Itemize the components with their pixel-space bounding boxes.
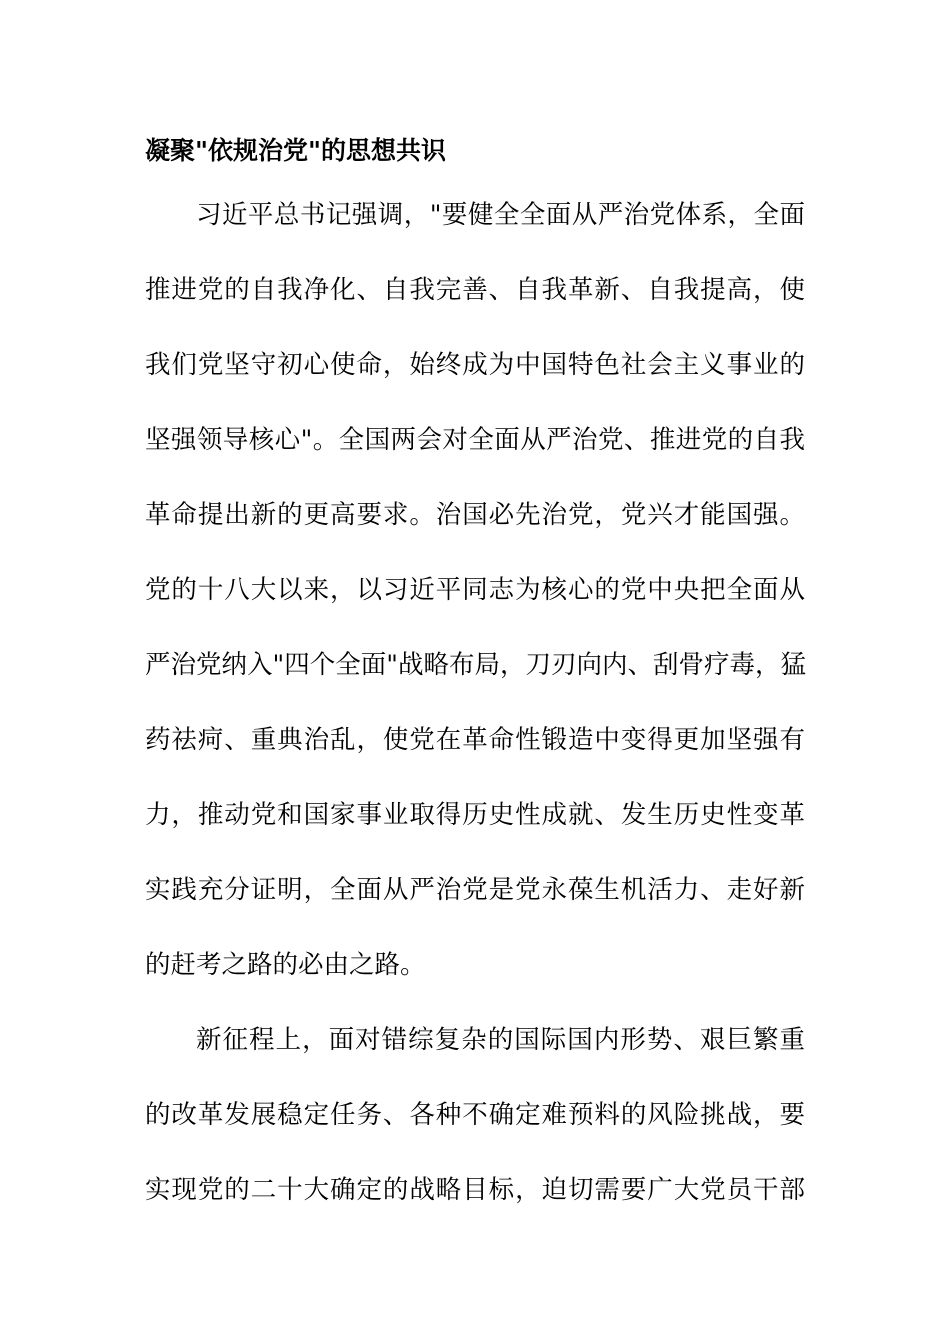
paragraph-line: 实践充分证明，全面从严治党是党永葆生机活力、走好新 [145,875,805,905]
paragraph-line: 严治党纳入"四个全面"战略布局，刀刃向内、刮骨疗毒，猛 [145,650,806,680]
paragraph-line: 我们党坚守初心使命，始终成为中国特色社会主义事业的 [145,350,805,380]
paragraph-line: 力，推动党和国家事业取得历史性成就、发生历史性变革 [145,800,805,830]
paragraph-line: 习近平总书记强调，"要健全全面从严治党体系，全面 [196,200,805,230]
paragraph-line: 药祛疴、重典治乱，使党在革命性锻造中变得更加坚强有 [145,725,805,755]
document-title: 凝聚"依规治党"的思想共识 [145,136,447,165]
paragraph-line: 推进党的自我净化、自我完善、自我革新、自我提高，使 [145,275,805,305]
paragraph-line: 革命提出新的更高要求。治国必先治党，党兴才能国强。 [145,500,805,530]
paragraph-line: 党的十八大以来，以习近平同志为核心的党中央把全面从 [145,575,805,605]
paragraph-line: 的赶考之路的必由之路。 [145,950,426,980]
paragraph-line: 实现党的二十大确定的战略目标，迫切需要广大党员干部 [145,1175,805,1205]
paragraph-line: 新征程上，面对错综复杂的国际国内形势、艰巨繁重 [196,1025,805,1055]
paragraph-line: 的改革发展稳定任务、各种不确定难预料的风险挑战，要 [145,1100,805,1130]
paragraph-line: 坚强领导核心"。全国两会对全面从严治党、推进党的自我 [145,425,805,455]
